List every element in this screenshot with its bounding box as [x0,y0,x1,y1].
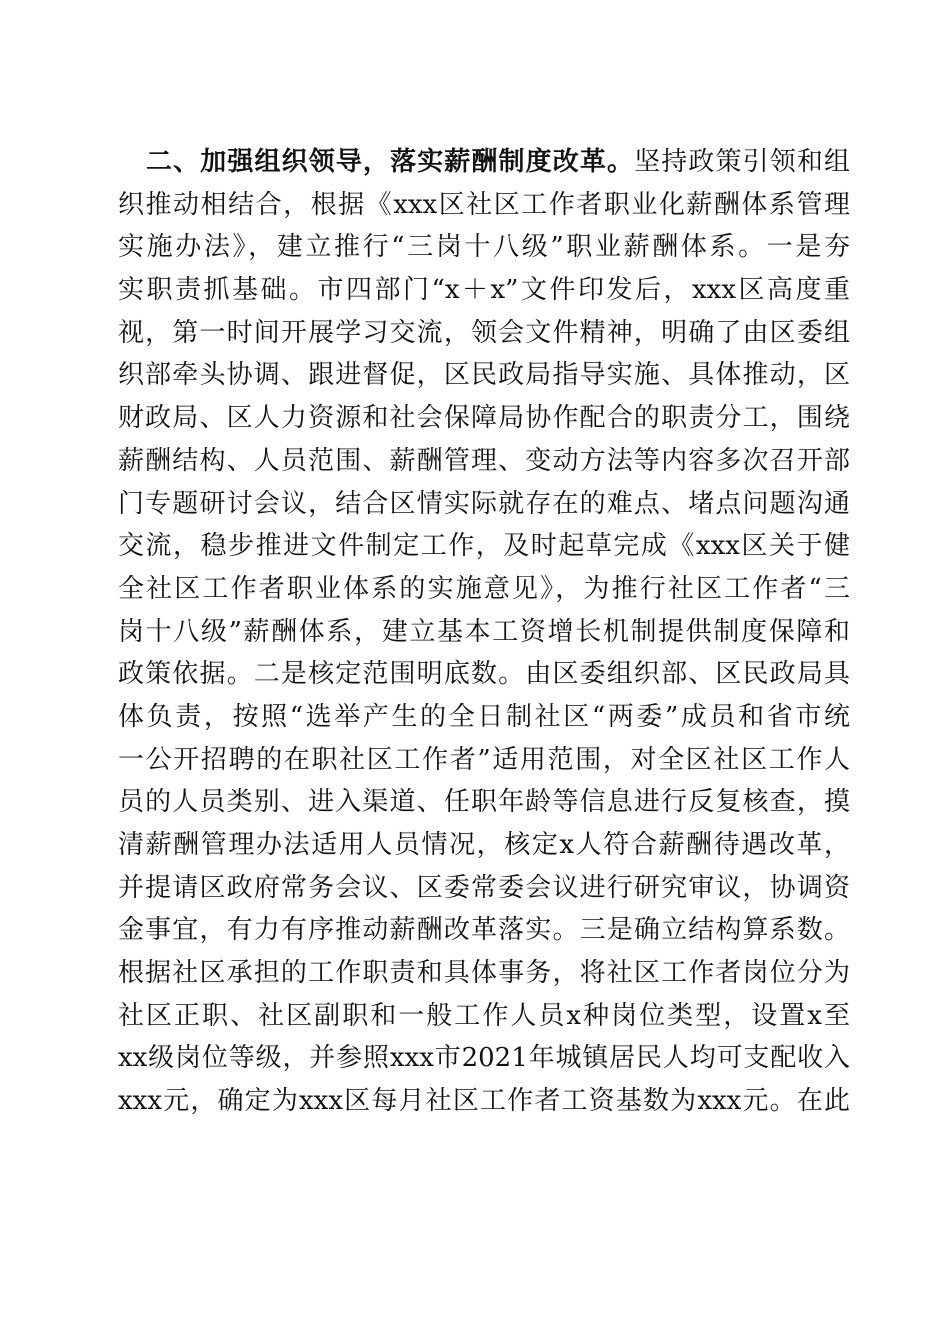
text-line: 薪酬结构、人员范围、薪酬管理、变动方法等内容多次召开部 [118,445,850,476]
text-line: 一公开招聘的在职社区工作者”适用范围，对全区社区工作人 [118,744,850,775]
text-line: 门专题研讨会议，结合区情实际就存在的难点、堵点问题沟通 [118,488,850,519]
text-line: xxx元，确定为xxx区每月社区工作者工资基数为xxx元。在此 [118,1086,850,1117]
text-line: 员的人员类别、进入渠道、任职年龄等信息进行反复核查，摸 [118,787,850,818]
text-line: 政策依据。二是核定范围明底数。由区委组织部、区民政局具 [118,659,850,690]
text-line: 视，第一时间开展学习交流，领会文件精神，明确了由区委组 [118,317,850,348]
text-line: 织部牵头协调、跟进督促，区民政局指导实施、具体推动，区 [118,360,850,391]
text-line: 实施办法》，建立推行“三岗十八级”职业薪酬体系。一是夯 [118,232,850,263]
document-body [118,141,850,1123]
text-line: 织推动相结合，根据《xxx区社区工作者职业化薪酬体系管理 [118,189,850,220]
text-line: 并提请区政府常务会议、区委常委会议进行研究审议，协调资 [118,872,850,903]
text-line: 体负责，按照“选举产生的全日制社区“两委”成员和省市统 [118,701,850,732]
section-heading: 二、加强组织领导，落实薪酬制度改革。 [146,147,635,177]
text-line: 全社区工作者职业体系的实施意见》，为推行社区工作者“三 [118,573,850,604]
text-line: xx级岗位等级，并参照xxx市2021年城镇居民人均可支配收入 [118,1043,850,1074]
text-line: 金事宜，有力有序推动薪酬改革落实。三是确立结构算系数。 [118,915,850,946]
paragraph-first-line [118,141,850,184]
text-line: 坚持政策引领和组 [634,147,850,177]
text-line: 社区正职、社区副职和一般工作人员x种岗位类型，设置x至 [118,1000,850,1031]
text-line: 岗十八级”薪酬体系，建立基本工资增长机制提供制度保障和 [118,616,850,647]
text-line: 财政局、区人力资源和社会保障局协作配合的职责分工，围绕 [118,403,850,434]
text-line: 交流，稳步推进文件制定工作，及时起草完成《xxx区关于健 [118,531,850,562]
text-line: 清薪酬管理办法适用人员情况，核定x人符合薪酬待遇改革， [118,830,850,860]
text-line: 实职责抓基础。市四部门“x＋x”文件印发后，xxx区高度重 [118,275,850,306]
text-line: 根据社区承担的工作职责和具体事务，将社区工作者岗位分为 [118,958,850,989]
